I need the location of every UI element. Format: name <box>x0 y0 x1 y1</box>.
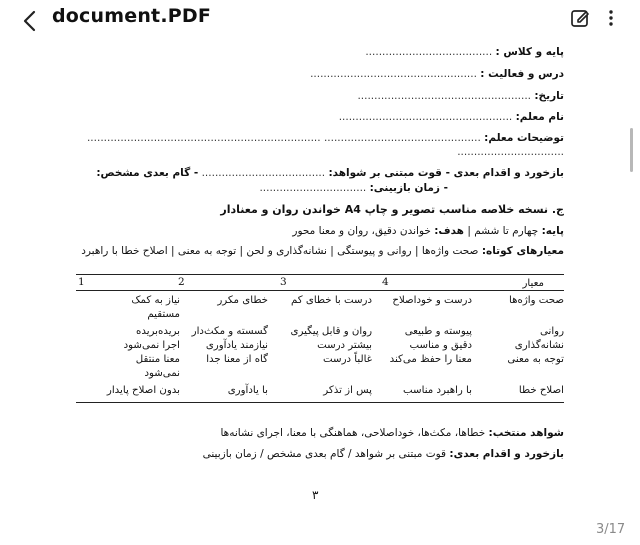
date-dots: .................................................... <box>357 90 532 102</box>
scrollbar[interactable] <box>630 128 633 172</box>
table-header-2: 2 <box>178 276 185 288</box>
table-level-1-cell: نمی‌شود <box>144 368 180 379</box>
section-goal-label: هدف: <box>434 225 464 237</box>
review-time-label: - زمان بازبینی: <box>369 182 448 194</box>
table-level-3-cell: بیشتر درست <box>317 340 372 351</box>
table-criterion-cell: نشانه‌گذاری <box>514 340 564 351</box>
page-number: ۳ <box>312 488 319 502</box>
feedback-strength-label: بازخورد و اقدام بعدی - قوت مبتنی بر شواهد: <box>328 167 564 179</box>
table-level-1-cell: مستقیم <box>147 309 180 320</box>
table-level-1-cell: بریده‌بریده <box>136 326 180 337</box>
grade-class-label: پایه و کلاس : <box>495 46 564 58</box>
form-date <box>357 90 564 104</box>
feedback-strength-dots: ..................................... <box>201 167 326 179</box>
table-level-1-cell: نیاز به کمک <box>131 295 180 306</box>
lesson-dots: .................................................. <box>310 68 477 80</box>
table-level-1-cell: بدون اصلاح پایدار <box>106 385 180 396</box>
followup-value: قوت مبتنی بر شواهد / گام بعدی مشخص / زمان بازبینی <box>202 448 447 460</box>
table-level-2-cell: نیازمند یادآوری <box>205 340 268 351</box>
document-page <box>60 40 580 545</box>
form-teacher <box>339 111 564 125</box>
notes-dots-2: ...................................................................... <box>86 132 321 144</box>
table-level-4-cell: پیوسته و طبیعی <box>404 326 472 337</box>
table-criterion-cell: روانی <box>540 326 564 337</box>
section-grade-value: چهارم تا ششم | <box>467 225 539 237</box>
table-level-2-cell: خطای مکرر <box>217 295 268 306</box>
table-level-2-cell: گاه از معنا جدا <box>206 354 268 365</box>
table-level-2-cell: با یادآوری <box>227 385 268 396</box>
table-bottom-rule <box>76 402 564 403</box>
table-criterion-cell: اصلاح خطا <box>518 385 564 396</box>
form-grade-class <box>365 46 564 60</box>
more-vertical-icon[interactable] <box>600 7 622 29</box>
table-criterion-cell: توجه به معنی <box>507 354 564 365</box>
app-bar <box>0 0 640 40</box>
grade-goal-line <box>292 225 564 239</box>
notes-dots-1: ............................................... <box>323 132 481 144</box>
teacher-label: نام معلم: <box>515 111 564 123</box>
table-header-3: 3 <box>280 276 287 288</box>
notes-label: توضیحات معلم: <box>484 132 564 144</box>
form-notes <box>87 132 564 146</box>
teacher-dots: .................................................... <box>338 111 513 123</box>
table-header-1: 1 <box>78 276 85 288</box>
criteria-label: معیارهای کوتاه: <box>481 245 564 257</box>
notes-dots-3: ................................ <box>457 146 564 158</box>
table-level-4-cell: دقیق و مناسب <box>409 340 472 351</box>
feedback-line-1 <box>96 167 564 181</box>
document-title: document.PDF <box>52 5 212 27</box>
table-level-1-cell: معنا منتقل <box>135 354 180 365</box>
edit-icon[interactable] <box>569 7 591 29</box>
table-level-1-cell: اجرا نمی‌شود <box>123 340 180 351</box>
table-header-rule <box>76 290 564 291</box>
table-level-4-cell: با راهبرد مناسب <box>403 385 472 396</box>
evidence-value: خطاها، مکث‌ها، خوداصلاحی، هماهنگی با معنا، اجرای نشانه‌ها <box>220 427 486 439</box>
page-indicator: 3/17 <box>596 522 626 537</box>
section-grade-label: پایه: <box>541 225 564 237</box>
date-label: تاریخ: <box>534 90 564 102</box>
followup-line <box>203 448 564 462</box>
back-arrow-icon[interactable] <box>18 8 44 34</box>
section-goal-value: خواندن دقیق، روان و معنا محور <box>292 225 431 237</box>
table-level-3-cell: روان و قابل پیگیری <box>290 326 372 337</box>
table-level-3-cell: پس از تذکر <box>323 385 372 396</box>
table-criterion-cell: صحت واژه‌ها <box>509 295 564 306</box>
form-lesson <box>310 68 564 82</box>
table-level-3-cell: غالباً درست <box>323 354 372 365</box>
criteria-value: صحت واژه‌ها | روانی و پیوستگی | نشانه‌گذاری و لحن | توجه به معنی | اصلاح خطا با راهبرد <box>81 245 479 257</box>
section-heading: ج. نسخه خلاصه مناسب تصویر و چاپ A4 خواندن روان و معنادار <box>220 203 564 216</box>
table-level-4-cell: معنا را حفظ می‌کند <box>389 354 472 365</box>
feedback-next-step-label: - گام بعدی مشخص: <box>96 167 199 179</box>
table-level-2-cell: گسسته و مکث‌دار <box>191 326 268 337</box>
evidence-label: شواهد منتخب: <box>488 427 564 439</box>
table-header-criterion: معیار <box>522 278 544 289</box>
followup-label: بازخورد و اقدام بعدی: <box>449 448 564 460</box>
table-level-4-cell: درست و خوداصلاح <box>392 295 472 306</box>
table-top-rule <box>76 274 564 275</box>
table-level-3-cell: درست با خطای کم <box>290 295 372 306</box>
table-header-4: 4 <box>382 276 389 288</box>
lesson-label: درس و فعالیت : <box>480 68 564 80</box>
grade-class-dots: ...................................... <box>365 46 493 58</box>
form-notes-cont <box>457 146 564 160</box>
evidence-line <box>220 427 564 441</box>
criteria-line <box>81 245 564 259</box>
feedback-line-2 <box>259 182 448 196</box>
review-time-dots: ................................ <box>259 182 367 194</box>
